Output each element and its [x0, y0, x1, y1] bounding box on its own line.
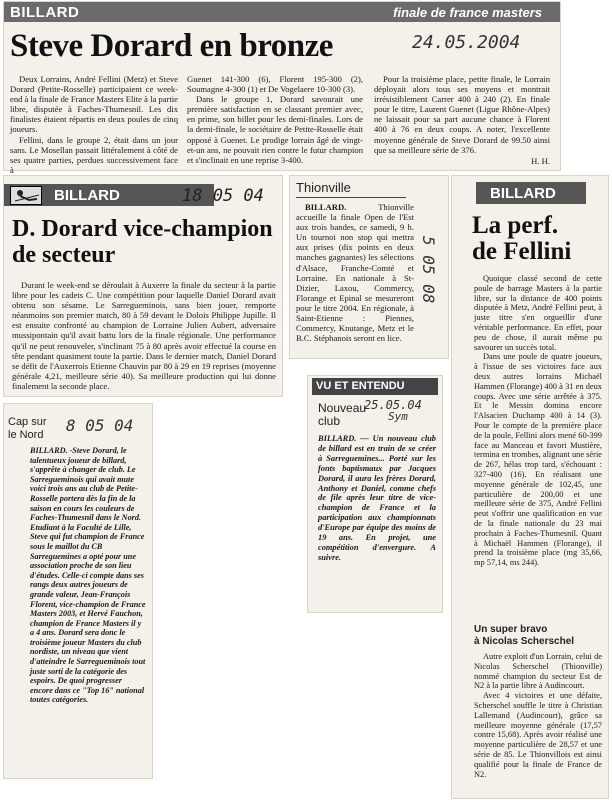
article-cap-sur-le-nord: [4, 404, 152, 778]
billiard-player-icon: [10, 186, 42, 205]
article-body-2: Autre exploit d'un Lorrain, celui de Nicolas Scherschel (Thionville) nommé champion du secteur Est de N2 à la partie libre à Audincourt. Avec 4 victoires et une défaite, Scherschel souffle le titre à Christian Lallemand (Audincourt), grâce sa meilleure moyenne générale (17,57 contre 15,68). Après avoir réalisé une moyenne particulière de 28,57 et une série de 85. Le Thionvillois est ainsi qualifié pour la finale de France de N2.: [474, 652, 602, 779]
handwritten-note: Sym: [388, 410, 408, 423]
signature: H. H.: [531, 155, 550, 166]
handwritten-date-vertical: 5 05 08: [419, 236, 438, 304]
article-body: Quoique classé second de cette poule de barrage Masters à la partie libre, sur la distance de 400 points disputée à Metz, André Fellini peut, à juste titre s'en orgueillir d'une véritable performance. En effet, pour peu de chose, il aurait même pu savourer un succès total. Dans une poule de quatre joueurs, à l'issue de ses victoires face aux deux autres lorrains Michaël Hammen (Florange) 400 à 31 en deux coups. Avec une série arrêtée à 375. Et le Messin domina encore l'Alsacien Duchamp 400 à 14 (3). Pour le compte de la première place de la poule, Fellini alors mené 60-399 face au Manceau et favori Mustière, termina en trombes, alignant une série de 267, hélas trop tard, s'échouant : 327-400 (16). En réalisant une moyenne générale de 102,45, une particulière de 200,00 et une meilleure série de 375, André Fellini peut s'offrir une qualification en vue de la finale nationale du 23 mai prochain à Faches-Thumesnil. Quant à Michaël Hammen (Florange), il prend la troisième place (mg 35,66, mp 57,14, ms 244).: [474, 274, 602, 568]
section-label: VU ET ENTENDU: [316, 380, 405, 392]
handwritten-date: 8 05 04: [66, 416, 134, 435]
article-body: BILLARD. — Un nouveau club de billard est en train de se créer à Sarreguemines... Porté sur les fonts baptismaux par Jacques Dorard, il aura les frères Dorard, Anthony et Daniel, comme chefs de file après leur titre de vice-champion de France et la participation aux championnats d'Europe par équipe des moins de 19 ans. En projet, une compétition d'envergure. A suivre.: [318, 434, 436, 562]
article-thionville-open: [290, 176, 448, 358]
subhead-line-2: à Nicolas Scherschel: [474, 636, 575, 647]
article-la-perf-fellini: [452, 176, 608, 798]
section-kicker: finale de france masters: [393, 5, 542, 20]
headline-line-1: D. Dorard vice-champion: [12, 216, 273, 242]
handwritten-date: 18 05 04: [182, 186, 264, 206]
section-band: [312, 378, 438, 395]
kicker-line-1: Cap sur: [8, 416, 47, 428]
headline-line-1: La perf.: [472, 212, 559, 239]
article-nouveau-club: [308, 376, 442, 612]
article-d-dorard-vice-champion: [4, 176, 282, 396]
section-band: [4, 2, 560, 22]
rule: [296, 197, 406, 198]
article-body: BILLARD. -Steve Dorard, le talentueux joueur de billard, s'apprête à changer de club. Le Sarregueminois qui avait mute voici trois ans au club de Petite-Rosselle portera dès la fin de la saison en cours les couleurs de Faches-Thumesnil dans le Nord. Etudiant à la Faculté de Lille, Steve qui fut champion de France sous le maillot du CB Sarreguemines a opté pour une association proche de son lieu d'études. Celle-ci compte dans ses rangs deux autres joueurs de grande valeur, Jean-François Florent, vice-champion de France Masters 2003, et Hervé Fauchon, champion de France Masters il y a 4 ans. Dorard sera donc le troisième joueur Masters du club nordiste, un niveau que vient d'atteindre le Sarregueminois tout juste sorti de la catégorie des espoirs. De quoi progresser encore dans ce "Top 16" national toutes catégories.: [30, 446, 146, 705]
column-1: Deux Lorrains, André Fellini (Metz) et Steve Dorard (Petite-Rosselle) participaient ce week-end à la finale de France Masters Elite à la partie libre, disputée à Faches-Thumesnil. Les dix finalistes étaient répartis en deux poules de cinq joueurs. Fellini, dans le groupe 2, était dans un jour sans. Le Mosellan passait littéralement à côté de ses quatre parties, perdues successivement face à: [10, 74, 178, 175]
section-label: BILLARD: [490, 185, 556, 202]
kicker: Nouveau club: [318, 401, 367, 428]
section-band: [476, 182, 586, 204]
handwritten-date: 25.05.04: [364, 398, 422, 412]
headline: Steve Dorard en bronze: [10, 28, 333, 64]
section-label: Thionville: [296, 180, 351, 195]
section-label: BILLARD: [54, 187, 120, 204]
kicker-line-2: le Nord: [8, 429, 44, 441]
column-2: Guenet 141-300 (6), Florent 195-300 (2), Soumagne 4-300 (1) et De Vogelaere 10-300 (3). Dans le groupe 1, Dorard savourait une première satisfaction en se classant premier avec, en prime, son billet pour les demi-finales. Lors de la demi-finale, le sociétaire de Petite-Rosselle était opposé à Guenet. Le prodige lorrain âgé de vingt-et-un ans, ne pouvait rien contre le futur champion et s'inclinait en une reprise 3-400.: [187, 74, 363, 165]
column-3: Pour la troisième place, petite finale, le Lorrain déployait alors tous ses moyens et montrait irrésistiblement Carrer 400 à 240 (2). En finale pour le titre, Laurent Guenet (Ligue Rhône-Alpes) ne laissait pour sa part aucune chance à Florent 400 à 76 en deux coups. A noter, l'excellente moyenne générale de Steve Dorard de 99.50 ainsi que sa meilleure série de 376. H. H.: [374, 74, 550, 166]
subhead-line-1: Un super bravo: [474, 624, 548, 635]
handwritten-date: 24.05.2004: [412, 32, 521, 53]
article-body: Durant le week-end se déroulait à Auxerre la finale du secteur à la partie libre pour les cadets C. Une compétition pour laquelle Daniel Dorard avait obtenu son sésame. Le Sarregueminois, sans bien jouer, remporte néanmoins son premier match, 80 à 59 devant le Dolois Philippe Jupille. Il est ensuite confronté au champion de Lorraine Julien Aubert, adversaire mussipontain qu'il avait battu lors de la finale régionale. Une performance qu'il ne peut renouveler, s'inclinant 75 à 80 après avoir effectué la course en tête pendant quasiment toute la partie. Dans le dernier match, Daniel Dorard se défit de l'Auxerrois Etienne Chauvin par 80 à 29 en 19 reprises (moyenne générale 4,21, meilleure série 40). Sa meilleure production qui lui donne finalement la seconde place.: [12, 280, 276, 391]
headline-line-2: de secteur: [12, 242, 116, 268]
section-label: BILLARD: [10, 4, 80, 21]
headline-line-2: de Fellini: [472, 238, 572, 265]
article-body: BILLARD. Thionville accueille la finale Open de l'Est aux trois bandes, ce samedi, 9 h. Un tournoi non stop qui mettra aux prises (dix points en deux manches gagnantes) les sélections d'Alsace, Franche-Comté et Lorraine. En nationale à St-Dizier, Laxou, Commercy, Florange et Epinal se mesureront pour le titre 2004. En régionale, à Saint-Etienne : Piennes, Commercy, Knutange, Metz et le B.C. Stéphanois seront en lice.: [296, 202, 414, 344]
article-steve-dorard-bronze: [4, 2, 560, 175]
